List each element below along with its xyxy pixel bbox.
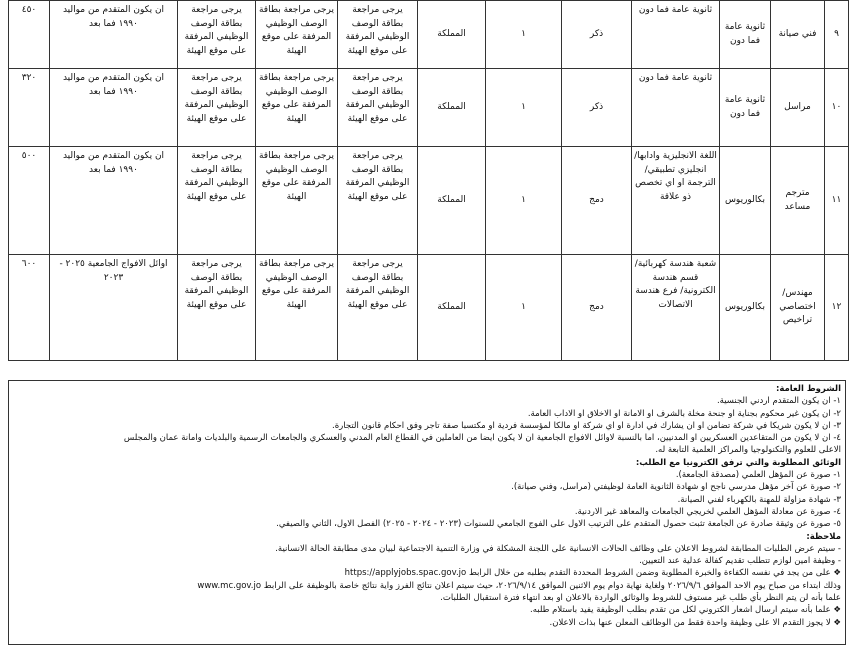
specialization-cell: ثانوية عامة فما دون <box>632 69 720 147</box>
job-description-ref-cell: يرجى مراجعة بطاقة الوصف الوظيفي المرفقة على موقع الهيئة <box>178 147 256 255</box>
job-description-ref-cell: يرجى مراجعة بطاقة الوصف الوظيفي المرفقة على موقع الهيئة <box>178 1 256 69</box>
qualification-cell: بكالوريوس <box>720 255 771 361</box>
job-title-cell: مهندس/ اختصاصي تراخيص <box>771 255 825 361</box>
row-number-cell: ٩ <box>825 1 849 69</box>
vacancy-count-cell: ١ <box>486 1 562 69</box>
general-condition-item: ٣- ان لا يكون شريكا في شركة تضامن او ان يشارك في ادارة او اي شركة او مالكا لمؤسسة فردية او مكتسبا صفة تاجر وفق احكام قانون التجارة. <box>332 420 841 431</box>
job-row <box>9 147 849 255</box>
specialization-cell: اللغة الانجليزية وادابها/ انجليزي تطبيقي/ الترجمة او اي تخصص ذو علاقة <box>632 147 720 255</box>
row-number-cell: ١٢ <box>825 255 849 361</box>
qualification-cell: بكالوريوس <box>720 147 771 255</box>
job-title-cell: مراسل <box>771 69 825 147</box>
gender-cell: دمج <box>562 255 632 361</box>
job-description-ref-cell: يرجى مراجعة بطاقة الوصف الوظيفي المرفقة على موقع الهيئة <box>256 1 338 69</box>
job-description-ref-cell: يرجى مراجعة بطاقة الوصف الوظيفي المرفقة على موقع الهيئة <box>256 255 338 361</box>
required-doc-item: ١- صورة عن المؤهل العلمي (مصدقة الجامعة). <box>675 470 841 481</box>
job-description-ref-cell: يرجى مراجعة بطاقة الوصف الوظيفي المرفقة على موقع الهيئة <box>256 147 338 255</box>
job-row <box>9 69 849 147</box>
remark-text: ❖ على من يجد في نفسه الكفاءة والخبرة المطلوبة وضمن الشروط المحددة التقدم بطلبه من خلال الرابط <box>468 568 841 579</box>
jobs-table <box>8 0 849 361</box>
work-location-cell: المملكة <box>418 1 486 69</box>
amount-value-cell: ٦٠٠ <box>9 255 50 361</box>
job-description-ref-cell: يرجى مراجعة بطاقة الوصف الوظيفي المرفقة على موقع الهيئة <box>256 69 338 147</box>
job-description-ref-cell: يرجى مراجعة بطاقة الوصف الوظيفي المرفقة على موقع الهيئة <box>338 255 418 361</box>
remark-item <box>13 580 841 592</box>
job-description-ref-cell: يرجى مراجعة بطاقة الوصف الوظيفي المرفقة على موقع الهيئة <box>178 69 256 147</box>
work-location-cell: المملكة <box>418 255 486 361</box>
amount-value-cell: ٣٢٠ <box>9 69 50 147</box>
row-number-cell: ١٠ <box>825 69 849 147</box>
qualification-cell: ثانوية عامة فما دون <box>720 1 771 69</box>
amount-value-cell: ٤٥٠ <box>9 1 50 69</box>
apply-link[interactable]: https://applyjobs.spac.gov.jo <box>344 568 467 579</box>
job-title-cell: فني صيانة <box>771 1 825 69</box>
remark-text: وذلك ابتداء من صباح يوم الاحد الموافق ٢٠٢٦/٩/٦ ولغاية نهاية دوام يوم الاثنين الموافق ٢٠٢٦/٩/١٤، حيث سيتم اعلان نتائج الفرز واية نتائج خاصة بالوظيفة على الرابط <box>263 580 841 591</box>
general-condition-item: ٤- ان لا يكون من المتقاعدين العسكريين او المدنيين، اما بالنسبة لاوائل الافواج الجامعية ان لا يكون ايضا من العاملين في القطاع العام المدني والعسكري والجامعات الرسمية والبلديات وامانة عمان والمجلس <box>123 433 841 444</box>
remark-item <box>13 567 841 579</box>
special-condition-cell: ان يكون المتقدم من مواليد ١٩٩٠ فما بعد <box>50 147 178 255</box>
vacancy-count-cell: ١ <box>486 69 562 147</box>
job-row <box>9 255 849 361</box>
remark-item: ❖ علما بأنه سيتم ارسال اشعار الكتروني لكل من تقدم بطلب الوظيفة يفيد باستلام طلبه. <box>530 605 841 616</box>
vacancy-count-cell: ١ <box>486 147 562 255</box>
remark-item: - سيتم عرض الطلبات المطابقة لشروط الاعلان على وظائف الحالات الانسانية على اللجنة المشكلة في وزارة التنمية الاجتماعية لبيان مدى مطابقة الحالة الانسانية. <box>275 543 841 554</box>
required-doc-item: ٤- صورة عن معادلة المؤهل العلمي لخريجي الجامعات والمعاهد غير الاردنية. <box>574 506 841 517</box>
job-description-ref-cell: يرجى مراجعة بطاقة الوصف الوظيفي المرفقة على موقع الهيئة <box>338 69 418 147</box>
job-title-cell: مترجم مساعد <box>771 147 825 255</box>
remark-item: - وظيفة امين لوازم تتطلب تقديم كفالة عدلية عند التعيين. <box>639 556 841 567</box>
required-doc-item: ٥- صورة عن وثيقة صادرة عن الجامعة تثبت حصول المتقدم على الترتيب الاول على الفوج الجامعي للسنوات (٢٠٢٣ - ٢٠٢٤ - ٢٠٢٥) الفصل الاول، الثاني والصيفي. <box>276 519 841 530</box>
required-doc-item: ٢- صورة عن آخر مؤهل مدرسي ناجح او شهادة الثانوية العامة لوظيفتي (مراسل، وفني صيانة). <box>511 482 841 493</box>
remark-item: ❖ لا يجوز التقدم الا على وظيفة واحدة فقط من الوظائف المعلن عنها بذات الاعلان. <box>549 617 841 628</box>
general-conditions-title: الشروط العامة: <box>775 384 841 394</box>
required-docs-title: الوثائق المطلوبة والتي ترفق الكترونيا مع الطلب: <box>635 457 841 468</box>
job-description-ref-cell: يرجى مراجعة بطاقة الوصف الوظيفي المرفقة على موقع الهيئة <box>178 255 256 361</box>
work-location-cell: المملكة <box>418 69 486 147</box>
remark-item: علما بأنه لن يتم النظر بأي طلب غير مستوف للشروط والوثائق الواردة بالاعلان او بعد انتهاء فترة استقبال الطلبات. <box>440 593 841 604</box>
special-condition-cell: اوائل الافواج الجامعية ٢٠٢٥ - ٢٠٢٣ <box>50 255 178 361</box>
special-condition-cell: ان يكون المتقدم من مواليد ١٩٩٠ فما بعد <box>50 1 178 69</box>
general-condition-item: ١- ان يكون المتقدم اردني الجنسية. <box>716 396 841 407</box>
results-link[interactable]: www.mc.gov.jo <box>197 580 262 591</box>
gender-cell: دمج <box>562 147 632 255</box>
gender-cell: ذكر <box>562 69 632 147</box>
qualification-cell: ثانوية عامة فما دون <box>720 69 771 147</box>
general-condition-item: الاعلى للعلوم والتكنولوجيا والمراكز العلمية التابعة له. <box>655 445 841 456</box>
job-row <box>9 1 849 69</box>
vacancy-count-cell: ١ <box>486 255 562 361</box>
job-description-ref-cell: يرجى مراجعة بطاقة الوصف الوظيفي المرفقة على موقع الهيئة <box>338 147 418 255</box>
job-description-ref-cell: يرجى مراجعة بطاقة الوصف الوظيفي المرفقة على موقع الهيئة <box>338 1 418 69</box>
remarks-title: ملاحظة: <box>806 531 841 542</box>
required-doc-item: ٣- شهادة مزاولة للمهنة بالكهرباء لفني الصيانة. <box>677 494 841 505</box>
special-condition-cell: ان يكون المتقدم من مواليد ١٩٩٠ فما بعد <box>50 69 178 147</box>
row-number-cell: ١١ <box>825 147 849 255</box>
notes-section <box>8 380 846 645</box>
specialization-cell: شعبة هندسة كهربائية/ قسم هندسة الكترونية/ فرع هندسة الاتصالات <box>632 255 720 361</box>
gender-cell: ذكر <box>562 1 632 69</box>
general-condition-item: ٢- ان يكون غير محكوم بجناية او جنحة مخلة بالشرف او الامانة او الاخلاق او الاداب العامة. <box>527 408 841 419</box>
work-location-cell: المملكة <box>418 147 486 255</box>
specialization-cell: ثانوية عامة فما دون <box>632 1 720 69</box>
amount-value-cell: ٥٠٠ <box>9 147 50 255</box>
